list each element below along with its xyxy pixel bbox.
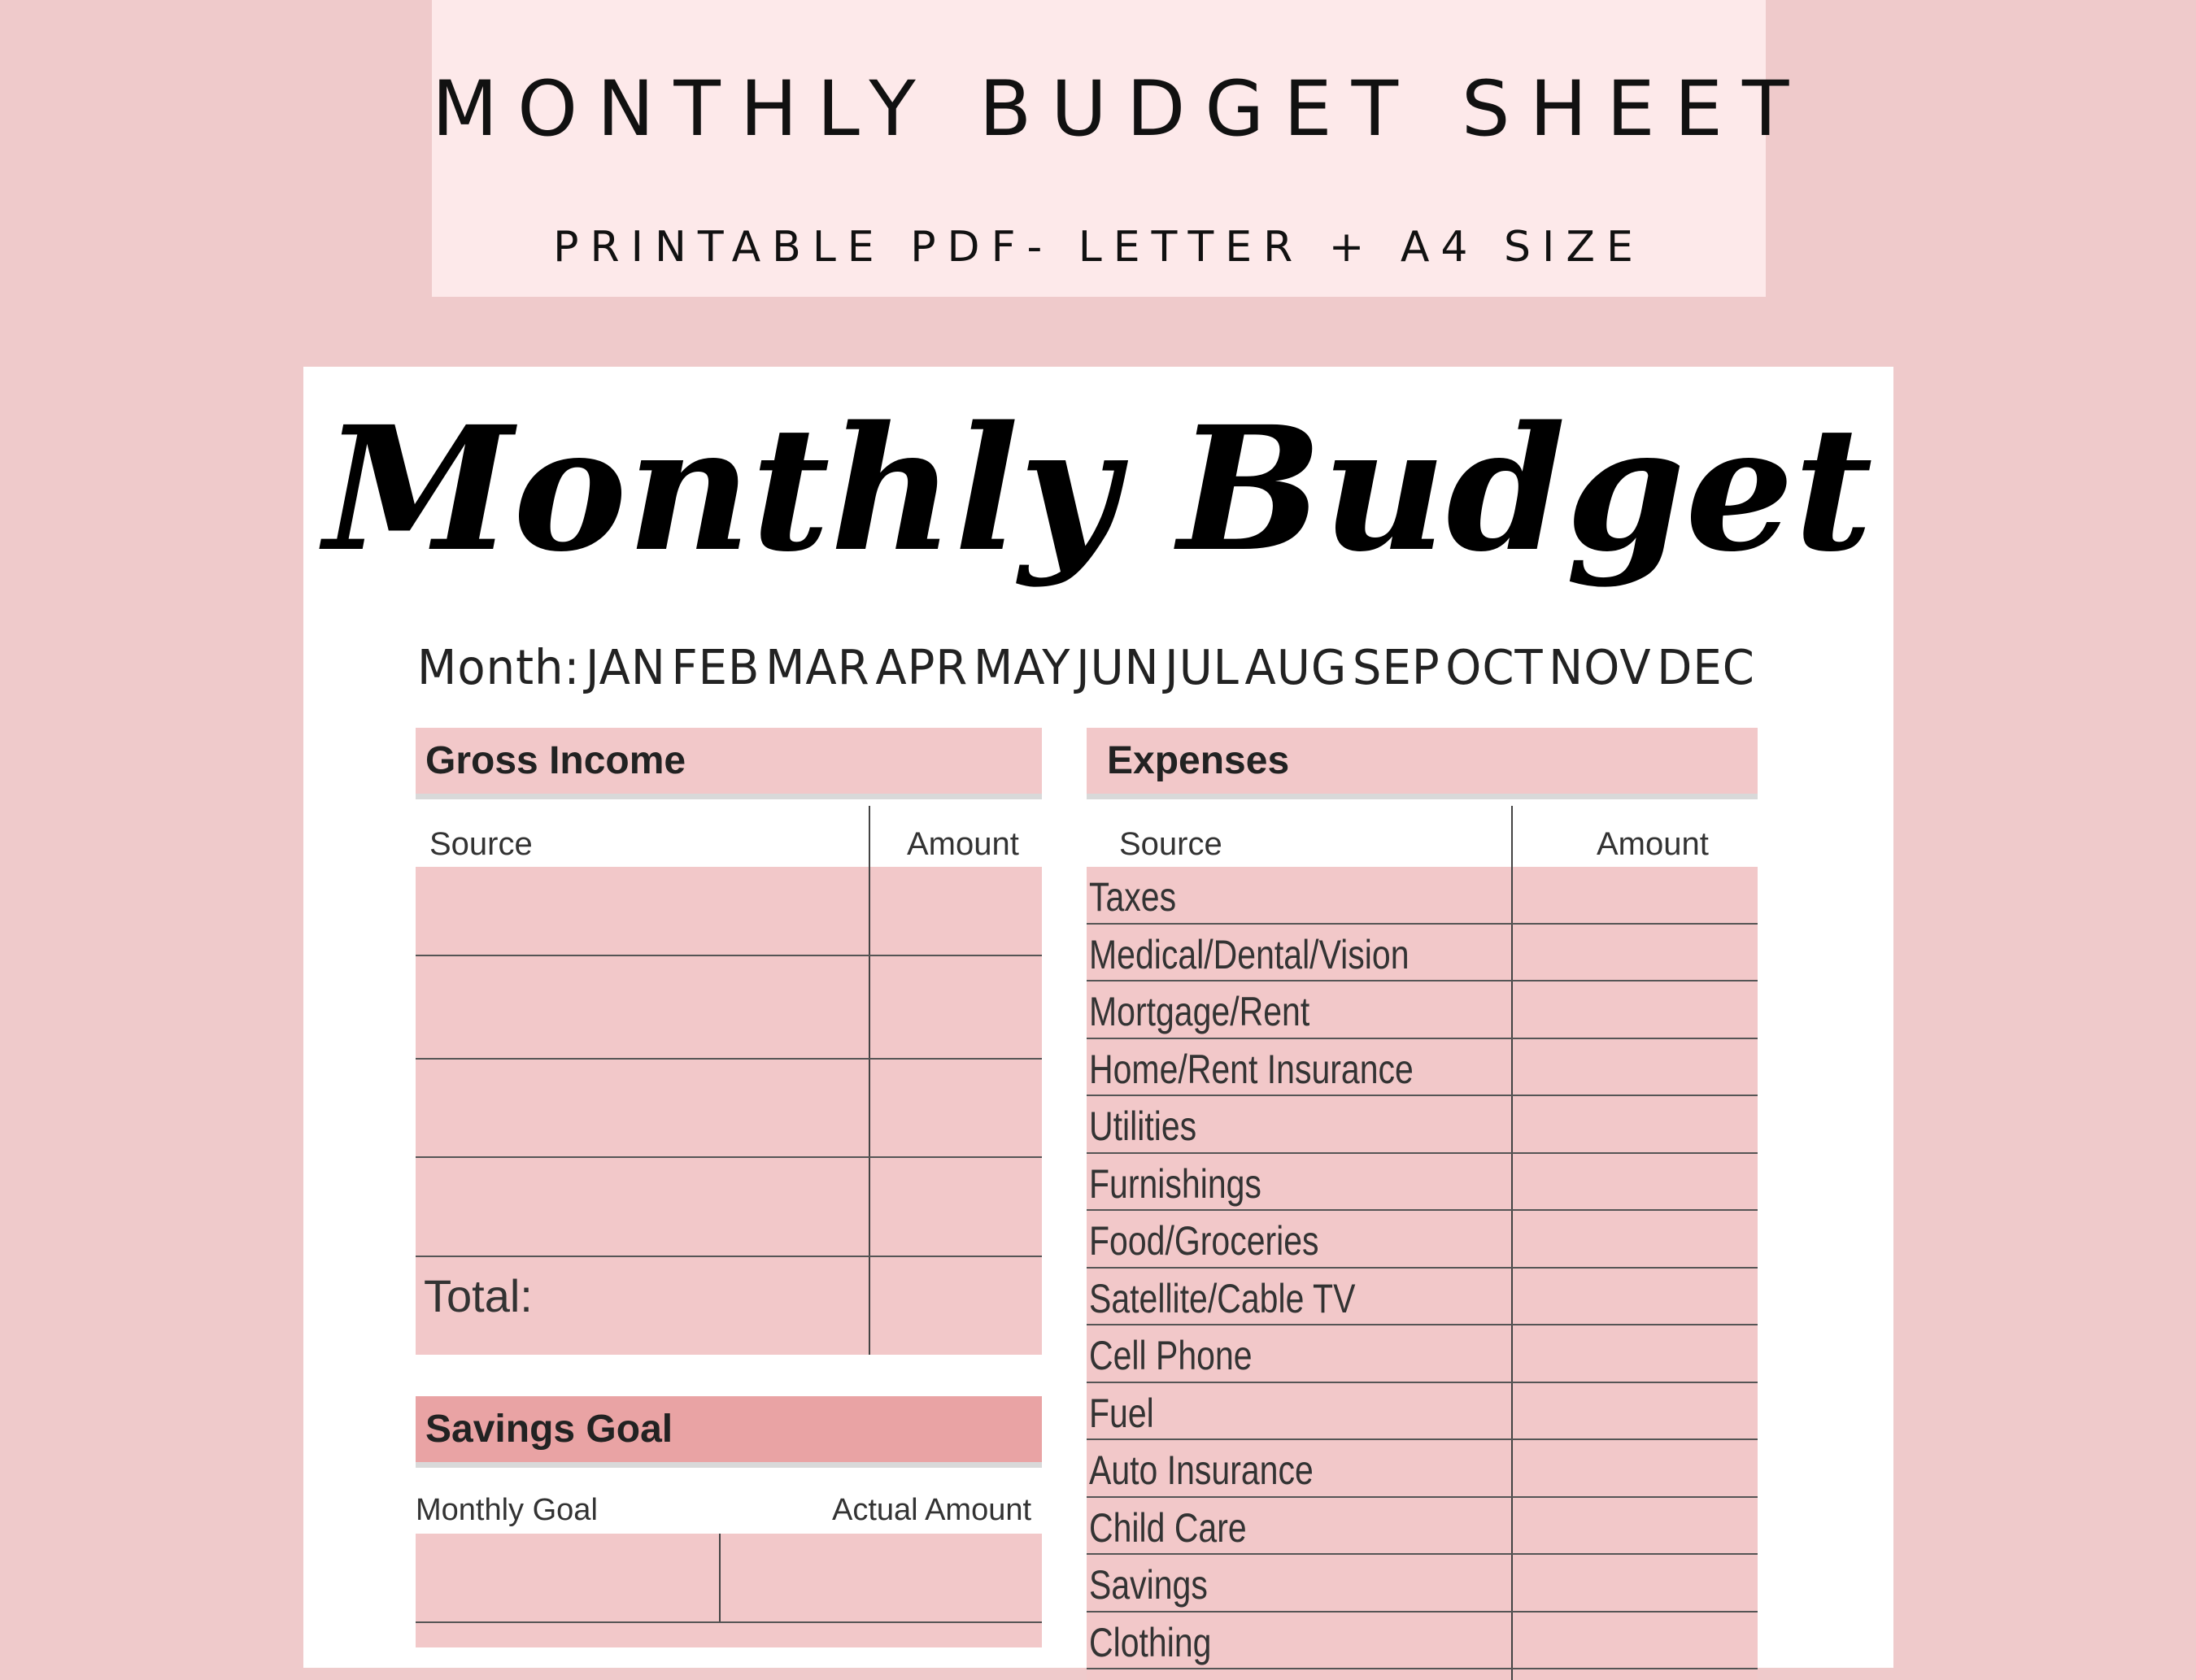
income-row-line: [416, 1058, 1042, 1060]
expense-row-line: [1087, 1438, 1758, 1440]
income-col-divider: [869, 867, 870, 1355]
month-jul: JUL: [1165, 639, 1240, 696]
expense-row-line: [1087, 1553, 1758, 1555]
expense-item-label: Clothing: [1089, 1619, 1212, 1665]
savings-col-monthly-goal: Monthly Goal: [416, 1493, 598, 1527]
expense-item-label: Cell Phone: [1089, 1333, 1253, 1378]
sheet-title: Monthly Budget: [324, 389, 1873, 590]
month-feb: FEB: [671, 639, 760, 696]
expense-item-label: Home/Rent Insurance: [1089, 1046, 1414, 1092]
expense-row-line: [1087, 1095, 1758, 1096]
month-mar: MAR: [765, 639, 870, 696]
month-oct: OCT: [1445, 639, 1544, 696]
expense-row-line: [1087, 1267, 1758, 1269]
income-row-line: [416, 1156, 1042, 1158]
expense-row-line: [1087, 1324, 1758, 1325]
expense-item-label: Auto Insurance: [1089, 1447, 1314, 1493]
expense-row-line: [1087, 1668, 1758, 1669]
expenses-col-divider: [1511, 867, 1513, 1680]
banner-title: MONTHLY BUDGET SHEET: [432, 65, 1809, 154]
expense-row-line: [1087, 980, 1758, 981]
expense-item-label: Mortgage/Rent: [1089, 989, 1310, 1034]
expense-item-label: Food/Groceries: [1089, 1218, 1319, 1264]
month-dec: DEC: [1657, 639, 1755, 696]
expense-item-label: Savings: [1089, 1562, 1208, 1608]
expense-item-label: Utilities: [1089, 1103, 1197, 1149]
savings-goal-table: [416, 1534, 1042, 1647]
budget-sheet-preview: [303, 367, 1893, 1668]
expenses-col-divider-head: [1511, 806, 1513, 871]
expense-row-line: [1087, 1038, 1758, 1039]
gross-income-header: Gross Income: [416, 728, 1042, 799]
month-sep: SEP: [1352, 639, 1440, 696]
month-selector-row: [417, 638, 1755, 698]
expense-item-label: Furnishings: [1089, 1160, 1261, 1207]
expenses-col-source: Source: [1119, 826, 1222, 862]
savings-row-line: [416, 1621, 1042, 1623]
expenses-table: [1087, 867, 1758, 1680]
expense-item-label: Fuel: [1089, 1390, 1154, 1436]
income-row-line: [416, 1256, 1042, 1257]
income-col-divider-head: [869, 806, 870, 871]
month-apr: APR: [875, 639, 969, 696]
month-jan: JAN: [586, 639, 666, 696]
gross-income-table: [416, 867, 1042, 1355]
expense-row-line: [1087, 1496, 1758, 1498]
income-row-line: [416, 955, 1042, 956]
month-label: Month:: [417, 639, 581, 696]
month-aug: AUG: [1244, 639, 1348, 696]
income-col-source: Source: [429, 826, 533, 862]
savings-col-actual-amount: Actual Amount: [832, 1493, 1032, 1527]
expense-row-line: [1087, 1152, 1758, 1154]
expense-row-line: [1087, 1209, 1758, 1211]
expense-item-label: Medical/Dental/Vision: [1089, 931, 1410, 977]
expense-item-label: Child Care: [1089, 1504, 1247, 1551]
expenses-header: Expenses: [1087, 728, 1758, 799]
savings-col-divider: [719, 1534, 721, 1623]
expenses-col-amount: Amount: [1597, 826, 1709, 862]
savings-goal-header: Savings Goal: [416, 1396, 1042, 1468]
income-total-label: Total:: [424, 1270, 533, 1321]
month-jun: JUN: [1076, 639, 1160, 696]
expense-row-line: [1087, 1382, 1758, 1383]
expense-item-label: Taxes: [1089, 874, 1177, 920]
month-may: MAY: [973, 639, 1071, 696]
month-nov: NOV: [1549, 639, 1652, 696]
expense-item-label: Satellite/Cable TV: [1089, 1275, 1356, 1321]
title-banner: [432, 0, 1809, 297]
expense-row-line: [1087, 1611, 1758, 1613]
income-col-amount: Amount: [907, 826, 1019, 862]
banner-subtitle: PRINTABLE PDF- LETTER + A4 SIZE: [553, 223, 1645, 272]
expense-row-line: [1087, 923, 1758, 925]
